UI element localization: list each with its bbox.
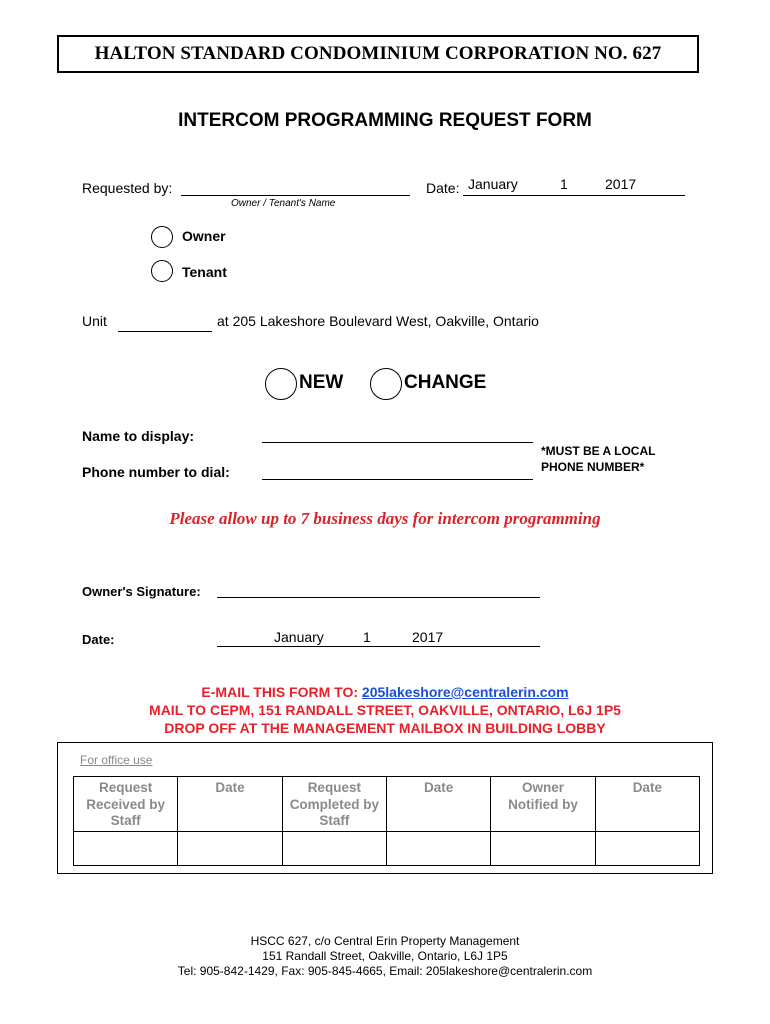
office-use-label: For office use [80, 753, 153, 767]
col-line: Notified by [508, 796, 578, 812]
phone-note-line2: PHONE NUMBER* [541, 460, 645, 474]
footer-line-2: 151 Randall Street, Oakville, Ontario, L6J 1P5 [262, 949, 508, 963]
date-top-year[interactable]: 2017 [605, 176, 637, 192]
owner-label: Owner [182, 228, 226, 244]
tenant-label: Tenant [182, 264, 227, 280]
tenant-radio[interactable] [151, 260, 173, 282]
table-header-row [74, 777, 700, 832]
phone-to-dial-field[interactable] [262, 479, 533, 480]
col-line: Request [99, 780, 153, 795]
new-radio[interactable] [265, 368, 297, 400]
col-date-2 [386, 777, 490, 832]
change-radio[interactable] [370, 368, 402, 400]
name-to-display-label: Name to display: [82, 428, 195, 444]
date-bottom-day[interactable]: 1 [363, 629, 371, 645]
date-bottom-month[interactable]: January [274, 629, 324, 645]
email-instruction [0, 684, 770, 700]
unit-address: at 205 Lakeshore Boulevard West, Oakville, Ontario [217, 313, 539, 329]
col-line: Owner [521, 780, 564, 795]
table-cell[interactable] [74, 832, 178, 866]
phone-to-dial-label: Phone number to dial: [82, 464, 230, 480]
requested-by-label: Requested by: [82, 180, 173, 196]
col-line: Date [632, 780, 662, 795]
requested-by-sublabel: Owner / Tenant's Name [231, 198, 336, 209]
table-row [74, 832, 700, 866]
table-cell[interactable] [178, 832, 282, 866]
date-top-month[interactable]: January [468, 176, 518, 192]
office-use-table [73, 776, 700, 866]
footer-line-3: Tel: 905-842-1429, Fax: 905-845-4665, Email: 205lakeshore@centralerin.com [177, 964, 593, 978]
dropoff-instruction: DROP OFF AT THE MANAGEMENT MAILBOX IN BUILDING LOBBY [164, 720, 606, 736]
signature-field[interactable] [217, 597, 540, 598]
signature-label: Owner's Signature: [82, 584, 201, 599]
date-top-label: Date: [426, 180, 460, 196]
table-cell[interactable] [595, 832, 699, 866]
col-line: Date [215, 780, 245, 795]
date-bottom-label: Date: [82, 632, 115, 647]
change-label: CHANGE [404, 372, 487, 393]
col-date-3 [595, 777, 699, 832]
corporation-header [57, 35, 699, 73]
col-request-completed [282, 777, 386, 832]
date-top-day[interactable]: 1 [560, 176, 568, 192]
email-prefix: E-MAIL THIS FORM TO: [201, 684, 359, 700]
email-link[interactable]: 205lakeshore@centralerin.com [361, 684, 569, 700]
unit-field[interactable] [118, 331, 212, 332]
col-line: Received by [86, 796, 166, 812]
col-line: Staff [319, 813, 350, 828]
mail-instruction: MAIL TO CEPM, 151 RANDALL STREET, OAKVILLE, ONTARIO, L6J 1P5 [149, 702, 621, 718]
date-bottom-field[interactable] [217, 646, 540, 647]
office-use-section [57, 742, 713, 874]
col-date-1 [178, 777, 282, 832]
phone-note-line1: *MUST BE A LOCAL [541, 444, 656, 458]
col-request-received [74, 777, 178, 832]
unit-label: Unit [82, 313, 107, 329]
date-top-field[interactable] [463, 195, 685, 196]
col-line: Date [424, 780, 454, 795]
footer-line-1: HSCC 627, c/o Central Erin Property Management [250, 934, 520, 948]
name-to-display-field[interactable] [262, 442, 533, 443]
col-line: Request [307, 780, 361, 795]
date-bottom-year[interactable]: 2017 [412, 629, 444, 645]
col-owner-notified [491, 777, 595, 832]
corporation-name: HALTON STANDARD CONDOMINIUM CORPORATION NO. 627 [94, 43, 662, 64]
form-title: INTERCOM PROGRAMMING REQUEST FORM [178, 110, 592, 131]
owner-radio[interactable] [151, 226, 173, 248]
new-label: NEW [299, 372, 344, 393]
table-cell[interactable] [386, 832, 490, 866]
table-cell[interactable] [491, 832, 595, 866]
requested-by-field[interactable] [181, 195, 410, 196]
processing-notice: Please allow up to 7 business days for intercom programming [169, 509, 601, 528]
col-line: Completed by [289, 796, 379, 812]
col-line: Staff [110, 813, 141, 828]
table-cell[interactable] [282, 832, 386, 866]
